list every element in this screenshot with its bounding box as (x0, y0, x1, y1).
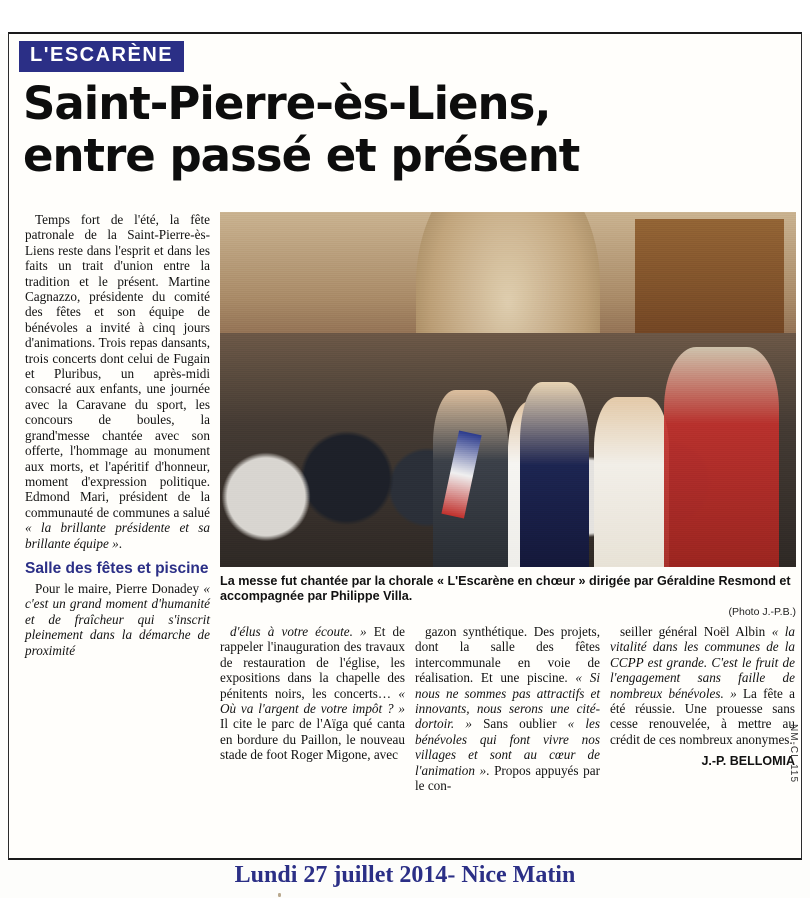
col4-text-2: La fête a été réussie. Une prouesse sans cesse renouvelée, à mettre au crédit de ces nombreux anonymes. (610, 685, 795, 747)
col2-quote-start: d'élus à votre écoute. » (230, 624, 367, 639)
source-date-line: Lundi 27 juillet 2014- Nice Matin (234, 862, 576, 888)
col4-quote: « la vitalité dans les communes de la CCPP est grande. C'est le fruit de l'engagement sans faille de nombreux bénévoles. » (610, 624, 795, 701)
scan-top-artifact (0, 0, 810, 34)
archive-code: NM-CL 115 (788, 724, 799, 784)
col3-text-1: gazon synthétique. Des projets, dont la salle des fêtes intercommunale en voie de réalisation. Et une piscine. (415, 624, 600, 686)
col3-text-3: . Propos appuyés par le con- (415, 762, 600, 794)
page-title (23, 78, 723, 182)
col4-text-1: seiller général Noël Albin (620, 624, 772, 639)
body-column-2 (220, 624, 405, 763)
paragraph-col4 (610, 624, 795, 747)
body-column-3 (415, 624, 600, 793)
headline-line-2: entre passé et présent (23, 129, 580, 182)
maire-intro: Pour le maire, Pierre Donadey (35, 580, 204, 596)
scan-ghost-text (300, 0, 305, 5)
body-column-4 (610, 624, 795, 770)
paragraph-col3 (415, 624, 600, 793)
headline-line-1: Saint-Pierre-ès-Liens, (23, 77, 551, 130)
lead-text: Temps fort de l'été, la fête patronale de la Saint-Pierre-ès-Liens reste dans l'esprit et dans les faits un trait d'union entre la tradition et le présent. Martine Cagnazzo, présidente du comité des fêtes et son équipe de bénévoles a invité à cinq jours d'animations. Trois repas dansants, trois concerts dont celui de Fugain et Pluribus, un après-midi consacré aux enfants, une journée avec la Caravane du sport, les concours de boules, la grand'messe chantée avec son offerte, l'hommage au monument aux morts, et l'apéritif d'honneur, moment d'expression politique. Edmond Mari, président de la communauté de communes a salué (25, 212, 210, 520)
article-photo (220, 212, 796, 567)
col2-text-2: Il cite le parc de l'Aïga qué canta en bordure du Paillon, le nouveau stade de foot Roger Migone, avec (220, 716, 405, 763)
col2-text: Et de rappeler l'inauguration des travaux de restauration de l'église, les expositions dans la chapelle des pénitents noirs, les concerts… (220, 624, 405, 701)
subheading-salle-des-fetes: Salle des fêtes et piscine (25, 559, 209, 577)
col3-quote-2: « les bénévoles qui font vivre nos villages et sont au cœur de l'animation » (415, 716, 600, 778)
section-kicker: L'ESCARÈNE (19, 41, 184, 72)
article-frame (8, 32, 802, 860)
paragraph-col2 (220, 624, 405, 763)
body-column-1 (25, 212, 210, 658)
lead-end: . (118, 535, 123, 551)
lead-italic-quote: « la brillante présidente et sa brillante équipe » (25, 520, 210, 551)
author-signature: J.-P. BELLOMIA (701, 754, 795, 769)
maire-quote: « c'est un grand moment d'humanité et de fraîcheur qui s'inscrit pleinement dans la démarche de proximité (25, 580, 210, 658)
col3-text-2: Sans oublier (471, 716, 568, 732)
lead-paragraph (25, 212, 210, 551)
photo-credit: (Photo J.-P.B.) (728, 606, 796, 618)
col3-quote-1: « Si nous ne sommes pas attractifs et innovants, nous serons une cité-dortoir. » (415, 670, 600, 732)
paragraph-maire (25, 581, 210, 658)
photo-grain-overlay (220, 212, 796, 567)
photo-caption: La messe fut chantée par la chorale « L'Escarène en chœur » dirigée par Géraldine Resmond et accompagnée par Philippe Villa. (220, 574, 791, 603)
scan-speck (278, 893, 281, 897)
col2-quote-2: « Où va l'argent de votre impôt ? » (220, 685, 406, 717)
